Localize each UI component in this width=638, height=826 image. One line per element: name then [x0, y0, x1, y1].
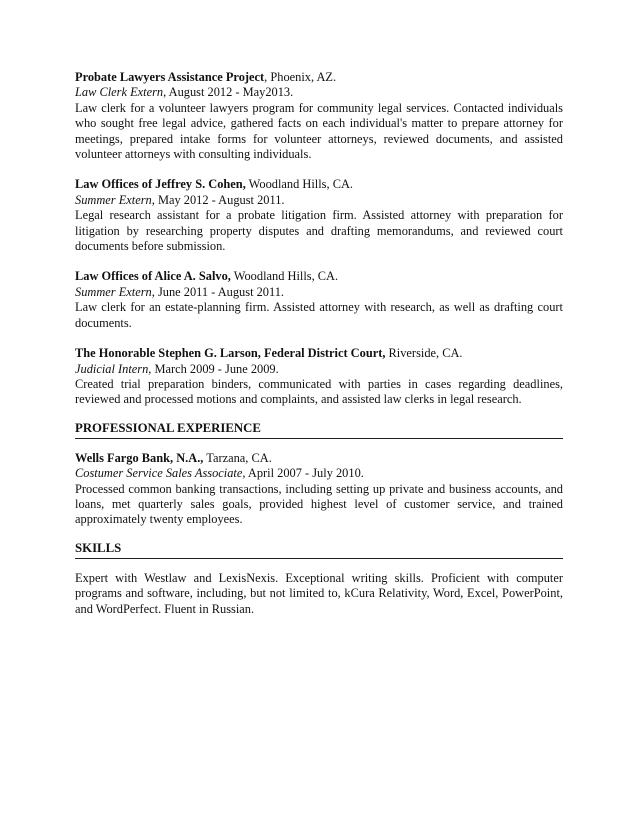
entry-description: Created trial preparation binders, communicated with parties in cases regarding deadlines, reviewed and processed motions and complaints, and assisted law clerks in legal research. — [75, 376, 563, 407]
entry-role-line — [75, 85, 563, 100]
skills-text: Expert with Westlaw and LexisNexis. Exceptional writing skills. Proficient with computer programs and software, including, but not limited to, kCura Relativity, Word, Excel, PowerPoint, and WordPerfect. Fluent in Russian. — [75, 570, 563, 616]
role-title: Costumer Service Sales Associate, — [75, 466, 246, 481]
experience-entry-larson — [75, 346, 563, 408]
resume-page — [75, 70, 563, 617]
skills-section — [75, 571, 563, 617]
entry-header — [75, 70, 563, 85]
role-dates: April 2007 - July 2010. — [245, 466, 364, 481]
entry-header — [75, 451, 563, 466]
role-title: Judicial Intern, — [75, 361, 152, 376]
role-dates: June 2011 - August 2011. — [154, 284, 285, 299]
organization-name: The Honorable Stephen G. Larson, Federal District Court, — [75, 346, 386, 361]
role-title: Law Clerk Extern — [75, 85, 164, 100]
organization-name: Law Offices of Jeffrey S. Cohen, — [75, 177, 246, 192]
role-dates: May 2012 - August 2011. — [154, 192, 285, 207]
role-dates: , August 2012 - May2013. — [163, 85, 294, 100]
role-title: Summer Extern, — [75, 192, 155, 207]
entry-description: Law clerk for an estate-planning firm. Assisted attorney with research, as well as drafting court documents. — [75, 300, 563, 330]
experience-entry-salvo — [75, 269, 563, 331]
entry-header — [75, 346, 563, 361]
experience-entry-probate — [75, 70, 563, 162]
role-title: Summer Extern, — [75, 284, 155, 299]
entry-role-line — [75, 285, 563, 300]
entry-header — [75, 269, 563, 284]
role-dates: March 2009 - June 2009. — [151, 361, 279, 376]
experience-entry-wells-fargo — [75, 451, 563, 528]
organization-location: Woodland Hills, CA. — [245, 177, 354, 192]
professional-experience-heading: PROFESSIONAL EXPERIENCE — [75, 421, 563, 439]
skills-heading: SKILLS — [75, 541, 563, 559]
entry-role-line — [75, 193, 563, 208]
entry-description: Legal research assistant for a probate litigation firm. Assisted attorney with preparation for litigation by researching property disputes and drafting memorandums, and reviewed court documents before submission. — [75, 208, 563, 254]
experience-entry-cohen — [75, 177, 563, 254]
organization-location: , Phoenix, AZ. — [264, 70, 337, 84]
organization-location: Riverside, CA. — [385, 346, 463, 361]
organization-name: Law Offices of Alice A. Salvo, — [75, 269, 231, 284]
entry-role-line — [75, 362, 563, 377]
entry-header — [75, 177, 563, 192]
organization-name: Wells Fargo Bank, N.A., — [75, 450, 204, 465]
organization-location: Woodland Hills, CA. — [230, 269, 339, 284]
organization-location: Tarzana, CA. — [203, 450, 272, 465]
organization-name: Probate Lawyers Assistance Project — [75, 70, 265, 84]
entry-description: Processed common banking transactions, including setting up private and business accounts, and loans, met quarterly sales goals, provided highest level of customer service, and trained approximately twenty employees. — [75, 481, 563, 527]
entry-role-line — [75, 466, 563, 481]
entry-description: Law clerk for a volunteer lawyers program for community legal services. Contacted individuals who sought free legal advice, gathered facts on each individual's matter to prepare attorney for meetings, prepared intake forms for volunteer attorneys, reviewed documents, and assisted volunteer attorneys with consulting individuals. — [75, 100, 563, 162]
